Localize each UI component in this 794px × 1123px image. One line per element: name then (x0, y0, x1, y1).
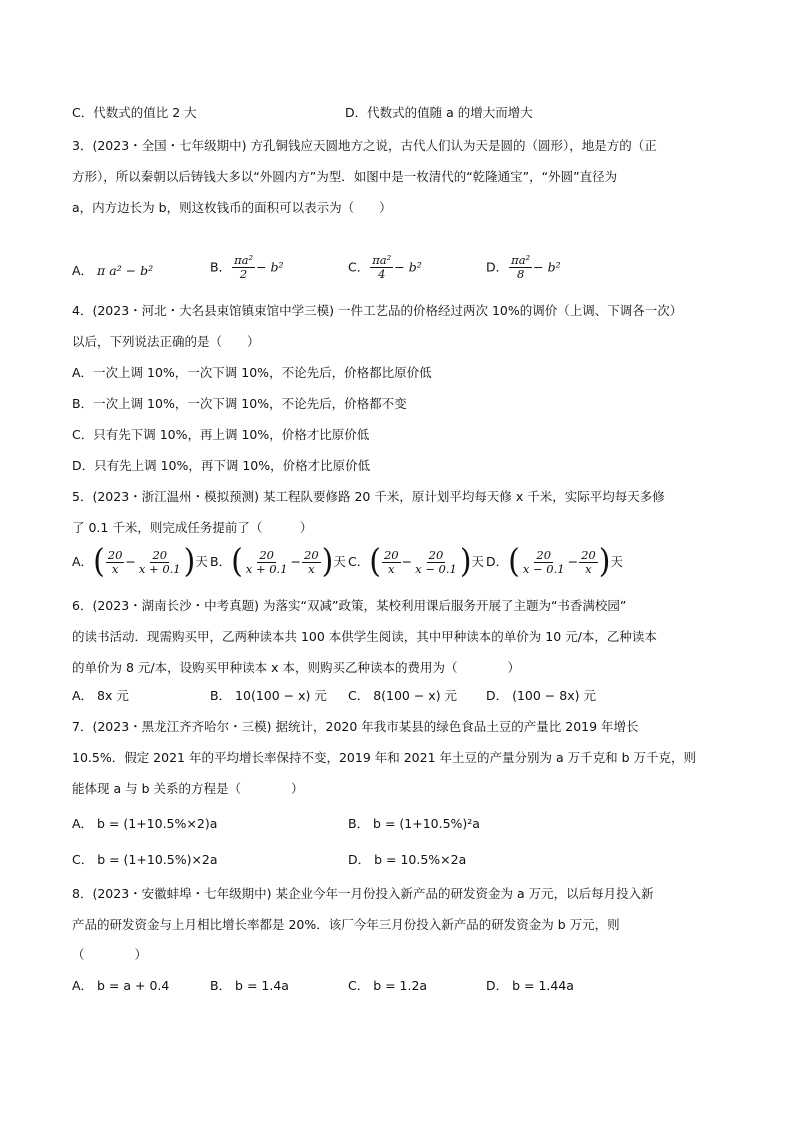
q8-option-d: D． b = 1.44a (486, 978, 574, 993)
q5-option-b: B． ( $\frac{20}{x + 0.1}$ − $\frac{20}{x}$ ) 天 (210, 542, 346, 581)
q5-stem-line1: 5．(2023・浙江温州・模拟预测) 某工程队要修路 20 千米，原计划平均每天修 x 千米，实际平均每天多修 (72, 489, 665, 504)
q7-stem-line1: 7．(2023・黑龙江齐齐哈尔・三模) 据统计，2020 年我市某县的绿色食品土豆的产量比 2019 年增长 (72, 719, 639, 734)
q8-stem-line2: 产品的研发资金与上月相比增长率都是 20%．该厂今年三月份投入新产品的研发资金为 b 万元，则 (72, 917, 620, 932)
q2-option-c: C．代数式的值比 2 大 (72, 105, 197, 120)
q7-option-a: A． b = (1+10.5%×2)a (72, 816, 218, 831)
q6-stem-line3: 的单价为 8 元/本，设购买甲种读本 x 本，则购买乙种读本的费用为（ ） (72, 660, 520, 675)
q3-stem-line1: 3．(2023・全国・七年级期中) 方孔铜钱应天圆地方之说，古代人们认为天是圆的（圆形），地是方的（正 (72, 138, 657, 153)
q5-option-d: D． ( $\frac{20}{x - 0.1}$ − $\frac{20}{x}$ ) 天 (486, 542, 623, 581)
q6-option-a: A． 8x 元 (72, 688, 129, 703)
q3-stem-line3: a，内方边长为 b，则这枚钱币的面积可以表示为（ ） (72, 200, 392, 215)
q7-stem-line3: 能体现 a 与 b 关系的方程是（ ） (72, 781, 304, 796)
q6-option-d: D． (100 − 8x) 元 (486, 688, 596, 703)
q4-stem-line1: 4．(2023・河北・大名县束馆镇束馆中学三模) 一件工艺品的价格经过两次 10%的调价（上调、下调各一次） (72, 303, 683, 318)
q7-option-c: C． b = (1+10.5%)×2a (72, 852, 218, 867)
q6-stem-line2: 的读书活动．现需购买甲，乙两种读本共 100 本供学生阅读，其中甲种读本的单价为 10 元/本，乙种读本 (72, 629, 657, 644)
q3-option-a: A． π a² − b² (72, 263, 154, 278)
q6-stem-line1: 6．(2023・湖南长沙・中考真题) 为落实“双减”政策，某校利用课后服务开展了主题为“书香满校园” (72, 598, 627, 613)
q3-option-b-fraction: $\frac{\text{πa²}}{2}$ (234, 253, 254, 281)
q8-stem-line1: 8．(2023・安徽蚌埠・七年级期中) 某企业今年一月份投入新产品的研发资金为 a 万元，以后每月投入新 (72, 886, 654, 901)
q8-stem-line3: （ ） (72, 947, 148, 962)
q7-option-d: D． b = 10.5%×2a (348, 852, 467, 867)
q4-option-c: C．只有先下调 10%，再上调 10%，价格才比原价低 (72, 427, 370, 442)
q4-option-a: A．一次上调 10%，一次下调 10%，不论先后，价格都比原价低 (72, 365, 432, 380)
q3-option-c-fraction: $\frac{\text{πa²}}{4}$ (372, 253, 392, 281)
q8-option-b: B． b = 1.4a (210, 978, 289, 993)
q6-option-b: B． 10(100 − x) 元 (210, 688, 327, 703)
q3-option-d-fraction: $\frac{\text{πa²}}{8}$ (511, 253, 531, 281)
q3-option-c: C． $\frac{\text{πa²}}{4}$ − b² (348, 253, 422, 281)
q3-stem-line2: 方形），所以秦朝以后铸钱大多以“外圆内方”为型．如图中是一枚清代的“乾隆通宝”，“外圆”直径为 (72, 169, 618, 184)
q4-option-d: D．只有先上调 10%，再下调 10%，价格才比原价低 (72, 458, 371, 473)
q4-option-b: B．一次上调 10%，一次下调 10%，不论先后，价格都不变 (72, 396, 407, 411)
q7-stem-line2: 10.5%．假定 2021 年的平均增长率保持不变，2019 年和 2021 年土豆的产量分别为 a 万千克和 b 万千克，则 (72, 750, 697, 765)
q5-option-c: C． ( $\frac{20}{x}$ − $\frac{20}{x - 0.1}$ ) 天 (348, 542, 485, 581)
q4-stem-line2: 以后，下列说法正确的是（ ） (72, 334, 260, 349)
q5-option-a: A． ( $\frac{20}{x}$ − $\frac{20}{x + 0.1}$ ) 天 (72, 542, 208, 581)
q8-option-c: C． b = 1.2a (348, 978, 428, 993)
q8-option-a: A． b = a + 0.4 (72, 978, 170, 993)
q5-stem-line2: 了 0.1 千米，则完成任务提前了（ ） (72, 520, 313, 535)
q6-option-c: C． 8(100 − x) 元 (348, 688, 458, 703)
q3-option-b: B． $\frac{\text{πa²}}{2}$ − b² (210, 253, 284, 281)
q3-option-d: D． $\frac{\text{πa²}}{8}$ − b² (486, 253, 561, 281)
q7-option-b: B． b = (1+10.5%)²a (348, 816, 480, 831)
q3-option-a-expr: π a² − b² (97, 263, 154, 278)
q2-option-d: D．代数式的值随 a 的增大而增大 (345, 105, 533, 120)
